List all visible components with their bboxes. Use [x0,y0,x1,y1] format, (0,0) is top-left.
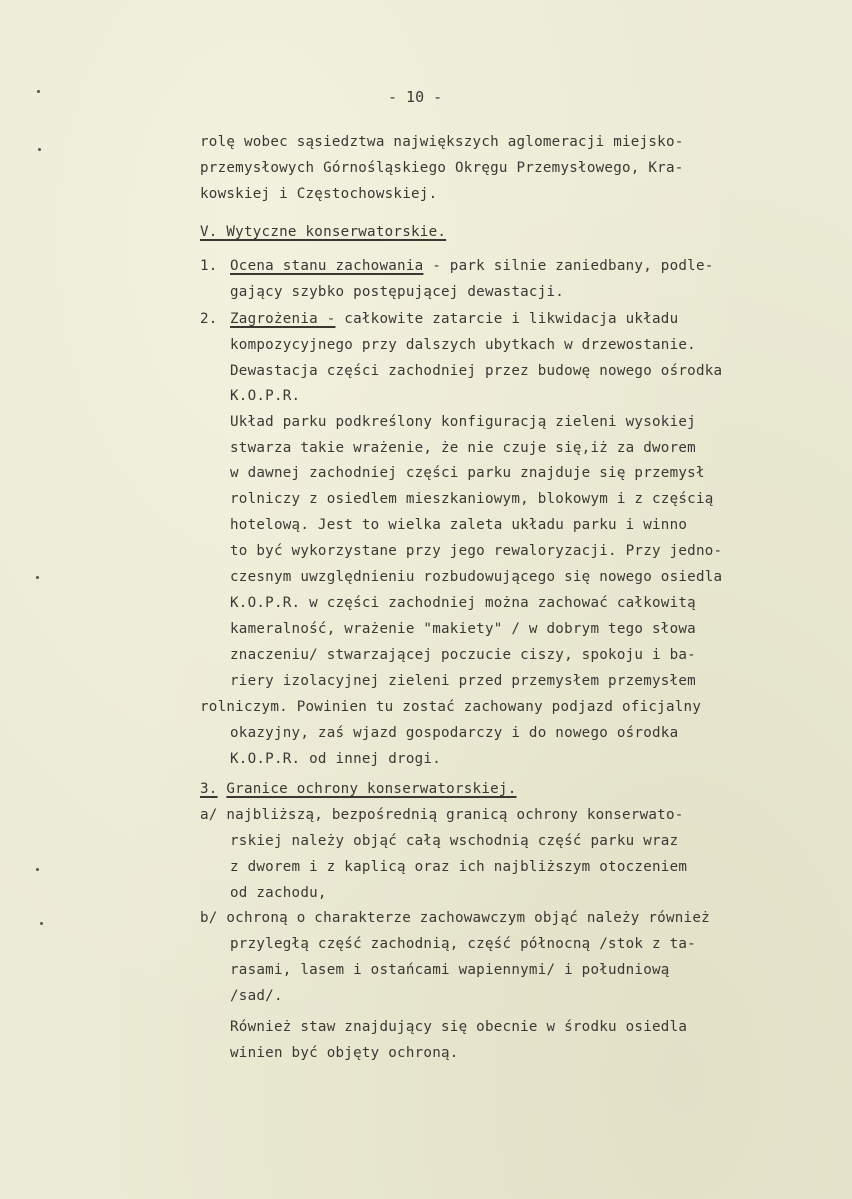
item-line: znaczeniu/ stwarzającej poczucie ciszy, spokoju i ba- [230,647,696,663]
subitem-line: a/ najbliższą, bezpośrednią granicą ochrony konserwato- [200,807,684,823]
item-number: 3. [200,781,218,797]
margin-mark [38,148,41,151]
item-line: gający szybko postępującej dewastacji. [230,284,565,300]
item-line [230,256,714,276]
section-heading: V. Wytyczne konserwatorskie. [200,224,447,240]
body-line: rolę wobec sąsiedztwa największych aglomeracji miejsko- [200,134,684,150]
item-label: Zagrożenia - [230,311,336,327]
item-text: całkowite zatarcie i likwidacja układu [335,311,679,327]
subitem-line: /sad/. [230,988,283,1004]
item-line: rolniczy z osiedlem mieszkaniowym, blokowym i z częścią [230,491,714,507]
subitem-line: z dworem i z kaplicą oraz ich najbliższym otoczeniem [230,859,688,875]
margin-mark [36,576,39,579]
item-line: to być wykorzystane przy jego rewaloryzacji. Przy jedno- [230,543,723,559]
item-line: rolniczym. Powinien tu zostać zachowany podjazd oficjalny [200,699,702,715]
item-label: Granice ochrony konserwatorskiej. [226,781,517,797]
note-line: Również staw znajdujący się obecnie w środku osiedla [230,1019,688,1035]
body-line: kowskiej i Częstochowskiej. [200,186,438,202]
margin-mark [40,922,43,925]
item-line: K.O.P.R. od innej drogi. [230,751,441,767]
item-line: K.O.P.R. [230,388,301,404]
margin-mark [37,90,40,93]
item-number: 1. [200,258,218,274]
body-line: przemysłowych Górnośląskiego Okręgu Przemysłowego, Kra- [200,160,684,176]
item-line: Dewastacja części zachodniej przez budowę nowego ośrodka [230,363,723,379]
page-number: - 10 - [388,88,443,106]
margin-mark [36,868,39,871]
item-line: czesnym uwzględnieniu rozbudowującego się nowego osiedla [230,569,723,585]
item-text: - park silnie zaniedbany, podle- [423,258,714,274]
item-line: K.O.P.R. w części zachodniej można zachować całkowitą [230,595,696,611]
item-line [230,309,678,329]
subitem-line: b/ ochroną o charakterze zachowawczym objąć należy również [200,910,710,926]
item-line: kompozycyjnego przy dalszych ubytkach w drzewostanie. [230,337,696,353]
subitem-line: od zachodu, [230,885,327,901]
subitem-line: rskiej należy objąć całą wschodnią część parku wraz [230,833,679,849]
item-line: hotelową. Jest to wielka zaleta układu parku i winno [230,517,688,533]
item-number: 2. [200,311,218,327]
subitem-line: przyległą część zachodnią, część północną /stok z ta- [230,936,696,952]
subitem-line: rasami, lasem i ostańcami wapiennymi/ i południową [230,962,670,978]
item-line: riery izolacyjnej zieleni przed przemysłem przemysłem [230,673,696,689]
item-line [200,779,517,799]
item-label: Ocena stanu zachowania [230,258,424,274]
item-line: stwarza takie wrażenie, że nie czuje się,iż za dworem [230,440,696,456]
note-line: winien być objęty ochroną. [230,1045,459,1061]
item-line: okazyjny, zaś wjazd gospodarczy i do nowego ośrodka [230,725,679,741]
item-line: w dawnej zachodniej części parku znajduje się przemysł [230,465,705,481]
item-line: kameralność, wrażenie "makiety" / w dobrym tego słowa [230,621,696,637]
item-line: Układ parku podkreślony konfiguracją zieleni wysokiej [230,414,696,430]
